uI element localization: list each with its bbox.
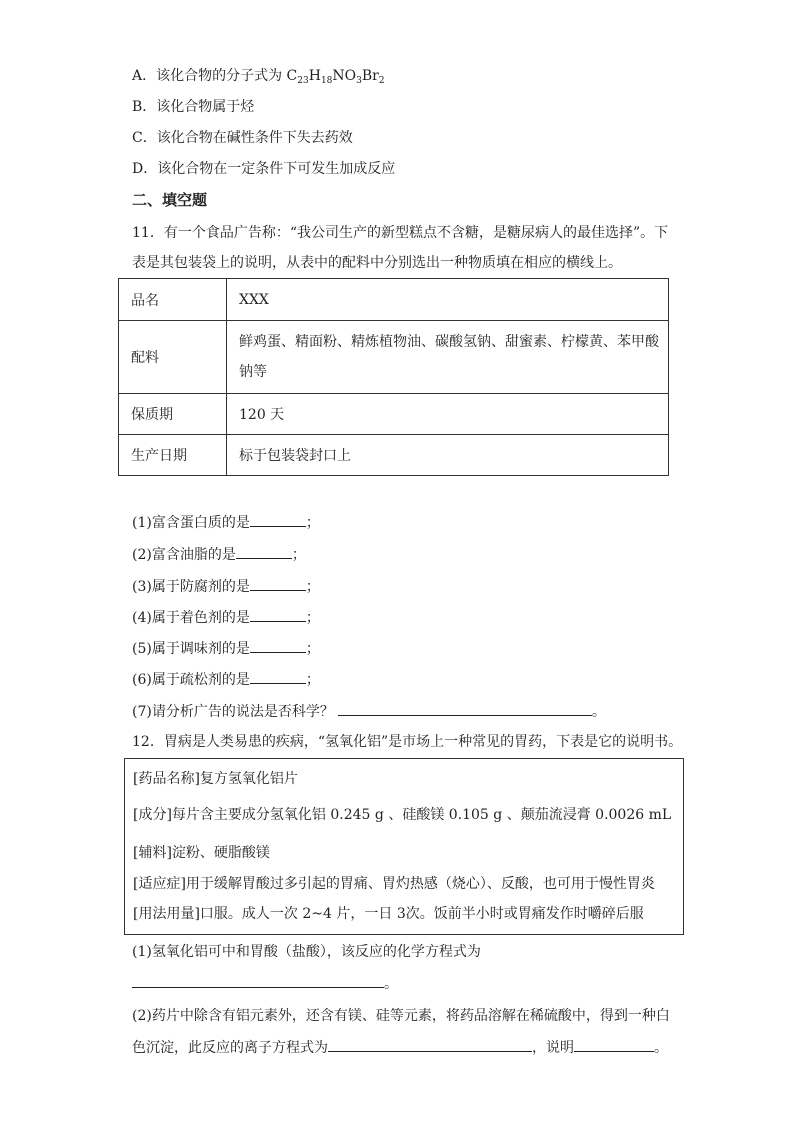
option-d: D．该化合物在一定条件下可发生加成反应 xyxy=(132,161,396,177)
q11-sub7 xyxy=(132,702,606,722)
option-a xyxy=(132,66,385,91)
table-value xyxy=(227,321,669,394)
indications-line: [适应症]用于缓解胃酸过多引起的胃痛、胃灼热感（烧心）、反酸，也可用于慢性胃炎 xyxy=(133,876,655,892)
table-value: 120 天 xyxy=(227,394,669,435)
sub-question-text: (2)富含油脂的是 xyxy=(132,547,236,563)
sub-question-text: (3)属于防腐剂的是 xyxy=(132,579,250,595)
q11-stem-line1: 11．有一个食品广告称：“我公司生产的新型糕点不含糖，是糖尿病人的最佳选择”。下 xyxy=(132,225,669,241)
table-key: 配料 xyxy=(119,321,227,394)
answer-blank[interactable] xyxy=(250,640,306,653)
formula-sub: 2 xyxy=(378,76,385,86)
punctuation: ； xyxy=(305,515,320,531)
drug-instructions-box xyxy=(124,758,684,935)
ingredients-line2: 钠等 xyxy=(239,364,267,380)
formula-sub: 18 xyxy=(320,76,333,86)
ingredients-line1: 鲜鸡蛋、精面粉、精炼植物油、碳酸氢钠、甜蜜素、柠檬黄、苯甲酸 xyxy=(239,334,659,350)
table-key: 保质期 xyxy=(119,394,227,435)
q12-sub2-line1: (2)药片中除含有铝元素外，还含有镁、硅等元素，将药品溶解在稀硫酸中，得到一种白 xyxy=(132,1008,670,1024)
formula-part: NO xyxy=(332,68,357,84)
option-c: C．该化合物在碱性条件下失去药效 xyxy=(132,130,353,146)
option-a-text: A．该化合物的分子式为 C xyxy=(132,68,298,84)
punctuation: ； xyxy=(291,547,306,563)
punctuation: ； xyxy=(305,579,320,595)
q12-stem: 12．胃病是人类易患的疾病，“氢氧化铝”是市场上一种常见的胃药，下表是它的说明书。 xyxy=(132,734,683,750)
ingredients-line: [成分]每片含主要成分氢氧化铝 0.245 g 、硅酸镁 0.105 g 、颠茄流浸膏 0.0026 mL xyxy=(133,807,672,823)
q11-sub2 xyxy=(132,545,306,565)
q12-sub1: (1)氢氧化铝可中和胃酸（盐酸），该反应的化学方程式为 xyxy=(132,944,481,960)
answer-blank[interactable] xyxy=(250,671,306,684)
punctuation: ； xyxy=(305,672,320,688)
table-row xyxy=(119,279,669,321)
q11-sub1 xyxy=(132,513,320,533)
table-key: 品名 xyxy=(119,279,227,321)
answer-blank[interactable] xyxy=(132,975,384,988)
formula-part: H xyxy=(308,68,321,84)
answer-blank[interactable] xyxy=(574,1039,654,1052)
sub-question-text: (6)属于疏松剂的是 xyxy=(132,672,250,688)
q12-sub2-line2 xyxy=(132,1038,668,1058)
answer-blank[interactable] xyxy=(250,609,306,622)
sub-question-text: 色沉淀，此反应的离子方程式为 xyxy=(132,1040,328,1056)
q11-sub6 xyxy=(132,670,320,690)
table-row xyxy=(119,435,669,476)
punctuation: 。 xyxy=(384,976,398,992)
sub-question-text: (4)属于着色剂的是 xyxy=(132,610,250,626)
punctuation: ； xyxy=(305,641,320,657)
product-spec-table xyxy=(118,278,669,476)
formula-sub: 23 xyxy=(297,76,309,86)
answer-blank[interactable] xyxy=(250,514,306,527)
sub-question-text: (7)请分析广告的说法是否科学？ xyxy=(132,704,334,720)
punctuation: ； xyxy=(305,610,320,626)
formula-part: Br xyxy=(361,68,379,84)
table-value: 标于包装袋封口上 xyxy=(227,435,669,476)
punctuation: 。 xyxy=(591,704,606,720)
answer-blank[interactable] xyxy=(250,578,306,591)
q11-sub4 xyxy=(132,608,320,628)
sub-question-text: (1)富含蛋白质的是 xyxy=(132,515,250,531)
q12-sub1-answer xyxy=(132,974,398,994)
section-title: 二、填空题 xyxy=(132,191,208,209)
drug-name-line: [药品名称]复方氢氧化铝片 xyxy=(133,771,298,787)
excipients-line: [辅料]淀粉、硬脂酸镁 xyxy=(133,845,270,861)
q11-sub3 xyxy=(132,577,320,597)
answer-blank[interactable] xyxy=(328,1039,532,1052)
dosage-line: [用法用量]口服。成人一次 2~4 片，一日 3次。饭前半小时或胃痛发作时嚼碎后服 xyxy=(133,906,644,922)
table-row xyxy=(119,394,669,435)
answer-blank[interactable] xyxy=(338,703,592,716)
option-b: B．该化合物属于烃 xyxy=(132,99,255,115)
formula-sub: 3 xyxy=(356,76,362,86)
q11-stem-line2: 表是其包装袋上的说明，从表中的配料中分别选出一种物质填在相应的横线上。 xyxy=(132,255,622,271)
sub-question-text: (5)属于调味剂的是 xyxy=(132,641,250,657)
table-key: 生产日期 xyxy=(119,435,227,476)
table-value: XXX xyxy=(227,279,669,321)
sub-question-text: ，说明 xyxy=(532,1040,574,1056)
q11-sub5 xyxy=(132,639,320,659)
table-row xyxy=(119,321,669,394)
answer-blank[interactable] xyxy=(236,546,292,559)
punctuation: 。 xyxy=(654,1040,668,1056)
